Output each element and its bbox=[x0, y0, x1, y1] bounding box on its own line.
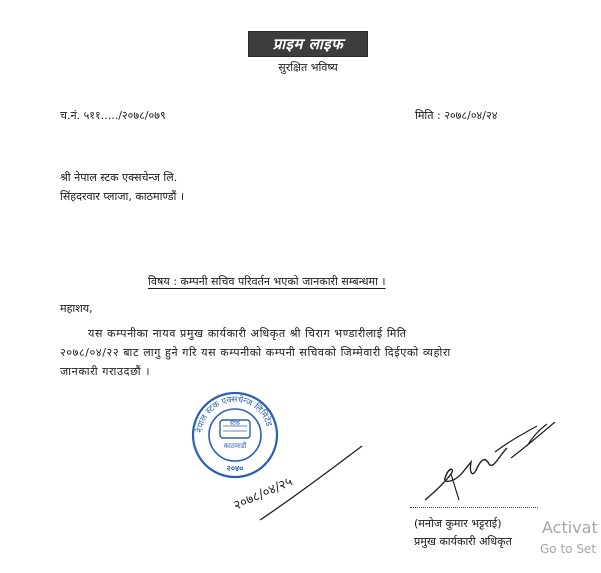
company-logo: प्राइम लाइफ bbox=[248, 31, 368, 57]
stamp-ring-text: नेपाल स्टक एक्सचेन्ज लिमिटेड bbox=[195, 394, 274, 434]
recipient-name: श्री नेपाल स्टक एक्सचेन्ज लि. bbox=[60, 171, 178, 184]
stamp-city: काठमाडौं bbox=[223, 442, 247, 450]
body-line: जानकारी गराउदछौं । bbox=[60, 365, 151, 378]
reference-number: च.नं. ५११...../२०७८/०७९ bbox=[60, 109, 166, 122]
letter-date: मिति : २०७८/०४/२४ bbox=[415, 109, 498, 122]
ceo-signature bbox=[415, 412, 565, 512]
salutation: महाशय, bbox=[60, 302, 93, 315]
body-line: २०७८/०४/२२ बाट लागु हुने गरि यस कम्पनीको कम्पनी सचिवको जिम्मेवारी दिईएको व्यहोरा bbox=[60, 346, 451, 359]
stamp-year: २०४० bbox=[226, 464, 244, 473]
signature-stroke bbox=[495, 422, 555, 458]
recipient-address: सिंहदरवार प्लाजा, काठमाण्डौं । bbox=[60, 190, 185, 203]
company-tagline: सुरक्षित भविष्य bbox=[278, 61, 338, 74]
activation-watermark-title: Activat bbox=[542, 518, 598, 537]
letter-subject: विषय : कम्पनी सचिव परिवर्तन भएको जानकारी सम्बन्धमा । bbox=[148, 275, 386, 288]
signatory-title: प्रमुख कार्यकारी अधिकृत bbox=[414, 535, 512, 548]
body-line: यस कम्पनीका नायव प्रमुख कार्यकारी अधिकृत श्री चिराग भण्डारीलाई मिति bbox=[88, 327, 407, 340]
signature-line bbox=[410, 507, 538, 508]
stamp-signature bbox=[230, 438, 370, 528]
signature-stroke bbox=[425, 448, 507, 500]
stamp-handwritten-date: २०७८/०४/२५ bbox=[231, 474, 296, 514]
signatory-name: (मनोज कुमार भट्टराई) bbox=[414, 517, 502, 530]
stamp-center-text: स्टक bbox=[230, 420, 240, 427]
activation-watermark-subtitle: Go to Set bbox=[540, 542, 597, 556]
